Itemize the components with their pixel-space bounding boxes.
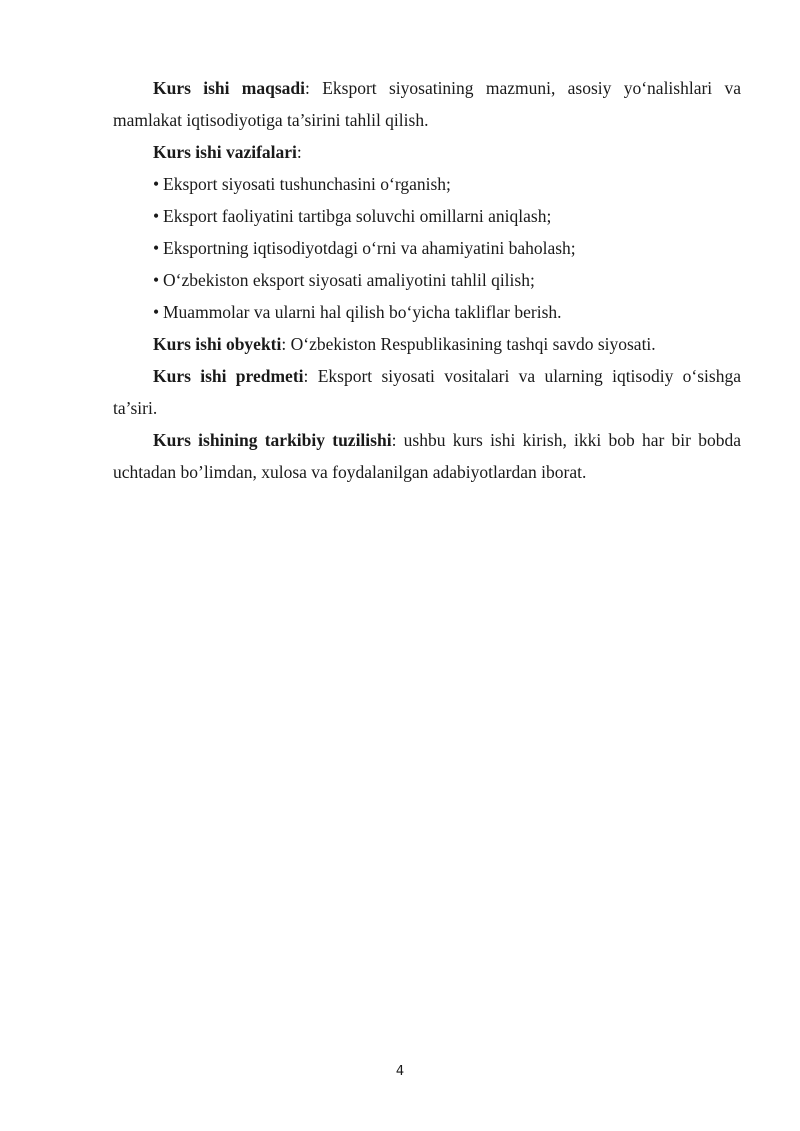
structure-label: Kurs ishining tarkibiy tuzilishi <box>153 430 392 450</box>
page-content <box>113 72 741 488</box>
bullet-icon: • <box>153 270 160 290</box>
bullet-icon: • <box>153 174 160 194</box>
bullet-icon: • <box>153 206 160 226</box>
object-paragraph <box>113 328 741 360</box>
task-item-text: O‘zbekiston eksport siyosati amaliyotini tahlil qilish; <box>163 270 535 290</box>
task-item-text: Eksport siyosati tushunchasini o‘rganish; <box>163 174 451 194</box>
structure-text: ushbu kurs ishi kirish, ikki bob har bir bobda uchtadan bo’limdan, xulosa va foydalanilgan adabiyotlardan iborat. <box>113 430 741 482</box>
object-text: O‘zbekiston Respublikasining tashqi savdo siyosati. <box>286 334 656 354</box>
task-list-item <box>113 264 741 296</box>
task-list-item <box>113 168 741 200</box>
subject-label: Kurs ishi predmeti <box>153 366 304 386</box>
goal-paragraph <box>113 72 741 136</box>
object-label: Kurs ishi obyekti <box>153 334 282 354</box>
page-number: 4 <box>395 1064 405 1079</box>
subject-separator: : <box>303 366 309 386</box>
tasks-heading <box>113 136 741 168</box>
structure-separator: : <box>391 430 397 450</box>
bullet-icon: • <box>153 238 160 258</box>
task-item-text: Eksport faoliyatini tartibga soluvchi omillarni aniqlash; <box>163 206 552 226</box>
goal-separator: : <box>305 78 310 98</box>
task-list-item <box>113 296 741 328</box>
structure-paragraph <box>113 424 741 488</box>
object-separator: : <box>281 334 287 354</box>
goal-text: Eksport siyosatining mazmuni, asosiy yo‘nalishlari va mamlakat iqtisodiyotiga ta’sirini tahlil qilish. <box>113 78 741 130</box>
subject-text: Eksport siyosati vositalari va ularning iqtisodiy o‘sishga ta’siri. <box>113 366 741 418</box>
bullet-icon: • <box>153 302 160 322</box>
goal-label: Kurs ishi maqsadi <box>153 78 306 98</box>
tasks-label: Kurs ishi vazifalari <box>153 142 297 162</box>
task-item-text: Eksportning iqtisodiyotdagi o‘rni va ahamiyatini baholash; <box>163 238 576 258</box>
task-list-item <box>113 232 741 264</box>
task-item-text: Muammolar va ularni hal qilish bo‘yicha takliflar berish. <box>163 302 562 322</box>
task-list-item <box>113 200 741 232</box>
tasks-separator: : <box>296 142 302 162</box>
subject-paragraph <box>113 360 741 424</box>
